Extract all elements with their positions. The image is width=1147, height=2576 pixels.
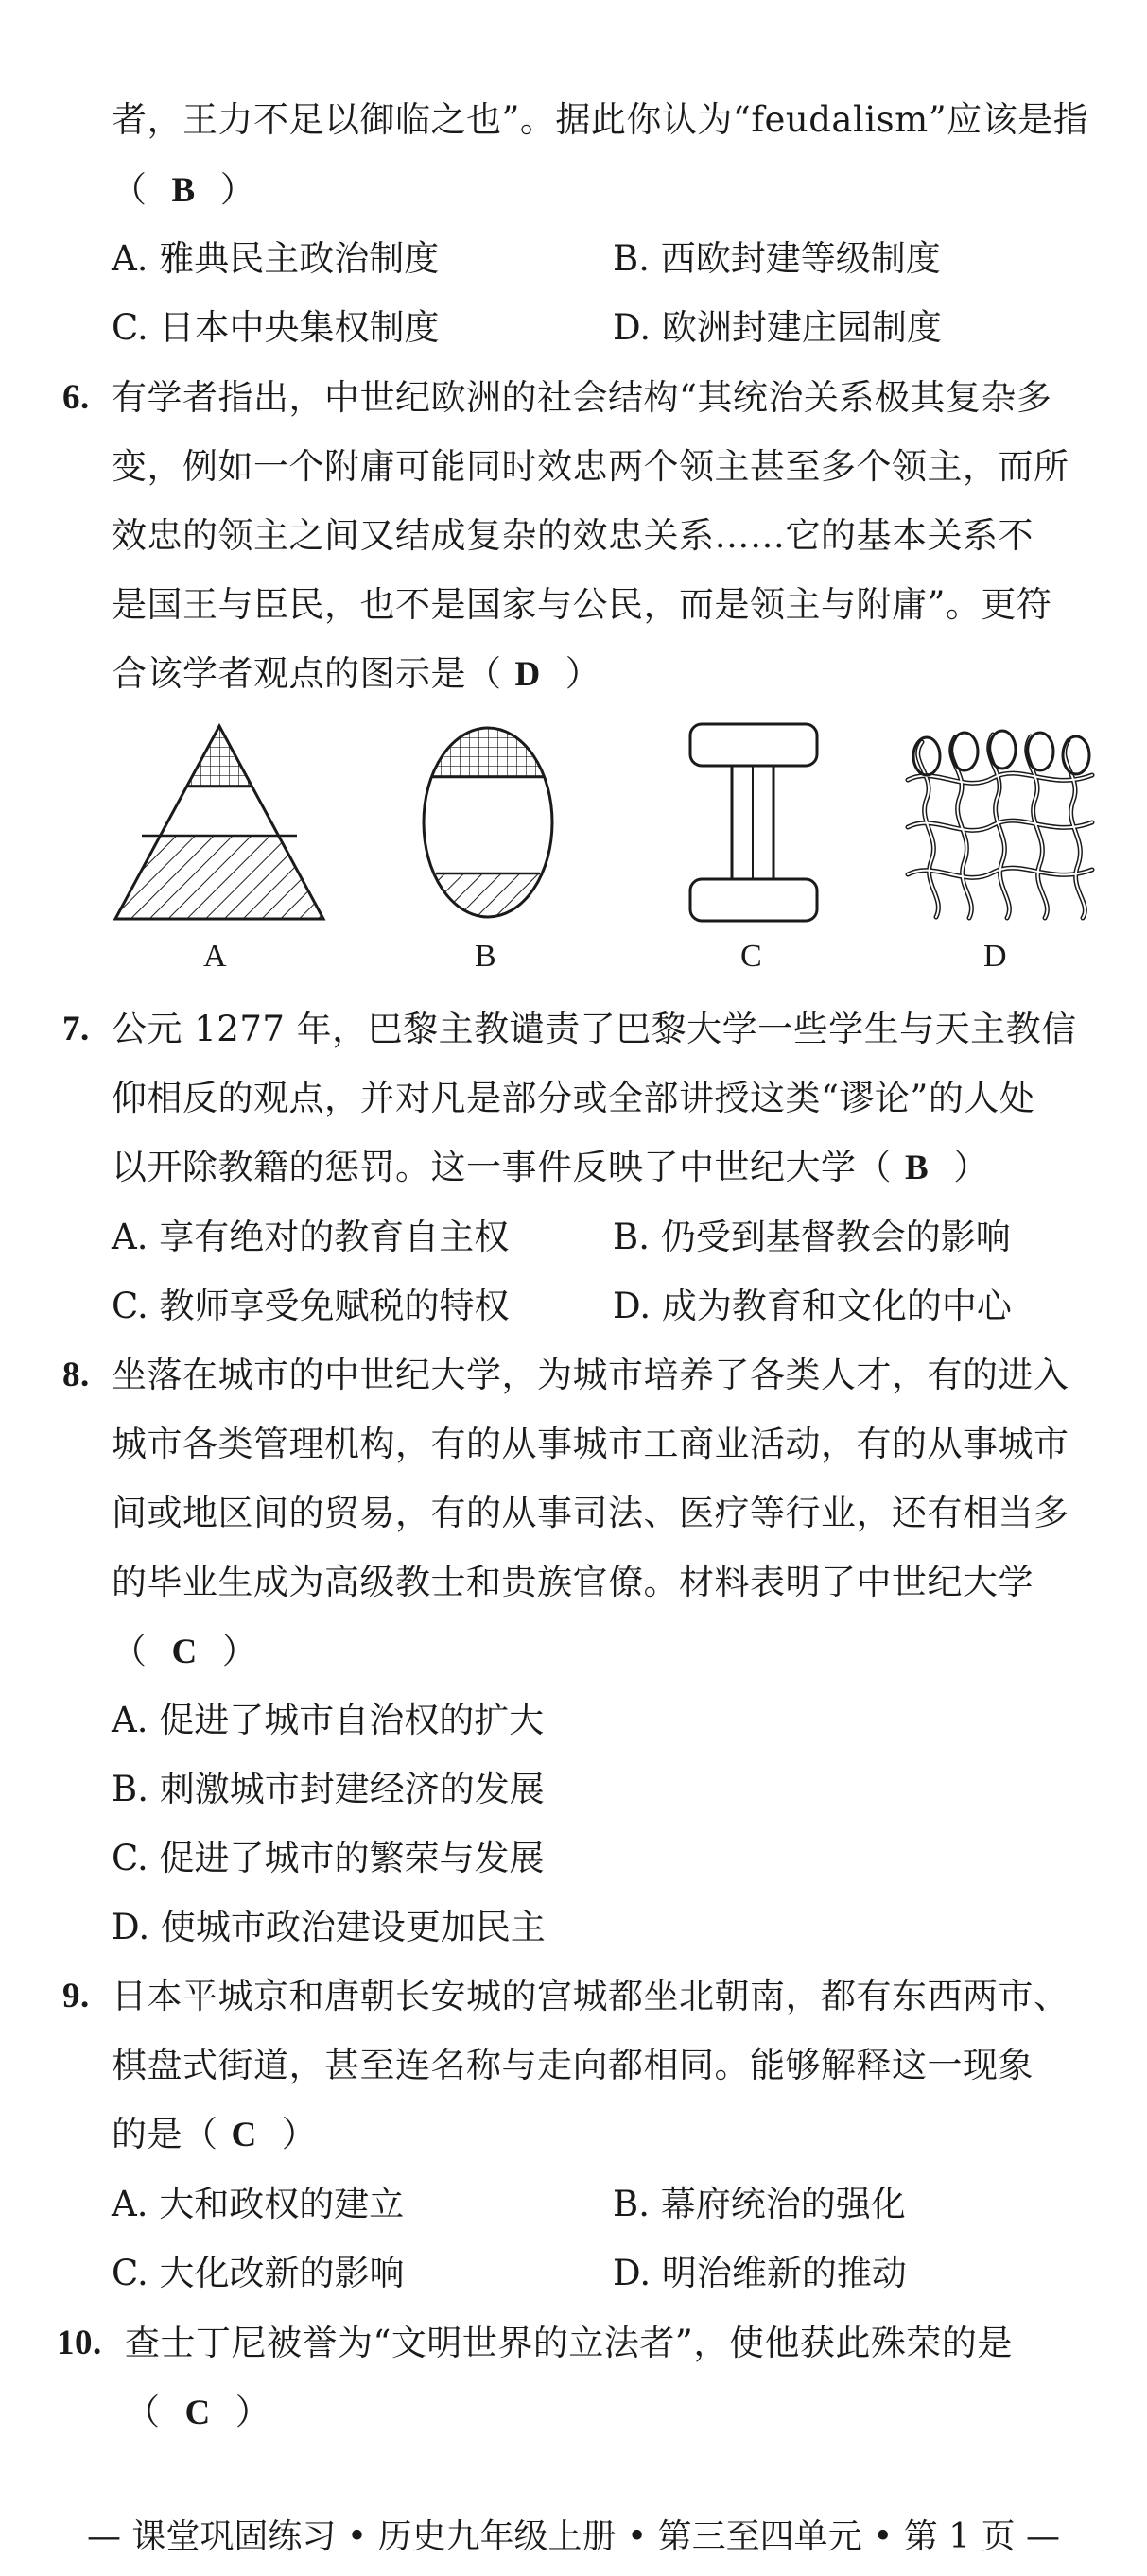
q9-text-line-1: 日本平城京和唐朝长安城的宫城都坐北朝南，都有东西两市、 — [112, 1976, 1069, 2016]
q8-option-c: C. 促进了城市的繁荣与发展 — [112, 1838, 545, 1878]
paren-close: ） — [565, 653, 601, 694]
q10-answer: C — [184, 2394, 211, 2432]
q8-option-b: B. 刺激城市封建经济的发展 — [112, 1769, 545, 1809]
q5-answer: B — [171, 171, 196, 210]
q7-option-c: C. 教师享受免赋税的特权 — [112, 1286, 510, 1326]
q8-option-d: D. 使城市政治建设更加民主 — [112, 1907, 546, 1947]
paren-open: （ — [112, 1631, 148, 1671]
q7-option-d: D. 成为教育和文化的中心 — [613, 1286, 1012, 1326]
q5-option-b: B. 西欧封建等级制度 — [613, 238, 941, 279]
paren-open: （ — [112, 169, 148, 210]
q6-text-line-4: 是国王与臣民，也不是国家与公民，而是领主与附庸”。更符 — [112, 584, 1052, 625]
q7-option-b: B. 仍受到基督教会的影响 — [613, 1217, 1011, 1257]
q9-option-d: D. 明治维新的推动 — [613, 2253, 907, 2293]
q10-answer-paren — [125, 2394, 270, 2430]
paren-close: ） — [953, 1147, 989, 1187]
q8-text-line-2: 城市各类管理机构，有的从事城市工商业活动，有的从事城市 — [112, 1424, 1069, 1464]
q7-text-line-3 — [112, 1147, 989, 1187]
figure-d-label: D — [983, 939, 1007, 974]
q7-line3-text: 以开除教籍的惩罚。这一事件反映了中世纪大学（ — [112, 1147, 892, 1187]
q8-number: 8. — [62, 1356, 90, 1394]
q6-text-line-1: 有学者指出，中世纪欧洲的社会结构“其统治关系极其复杂多 — [112, 377, 1052, 418]
q9-option-c: C. 大化改新的影响 — [112, 2253, 405, 2293]
q7-option-a: A. 享有绝对的教育自主权 — [112, 1217, 510, 1257]
paren-close: ） — [221, 1631, 258, 1671]
q7-text-line-1: 公元 1277 年，巴黎主教谴责了巴黎大学一些学生与天主教信 — [112, 1009, 1077, 1049]
q6-line5-text: 合该学者观点的图示是（ — [112, 653, 502, 694]
q7-text-line-2: 仰相反的观点，并对凡是部分或全部讲授这类“谬论”的人处 — [112, 1078, 1035, 1118]
q5-option-a: A. 雅典民主政治制度 — [112, 238, 440, 279]
figure-d-tangled-mesh-diagram — [898, 723, 1106, 924]
q6-text-line-3: 效忠的领主之间又结成复杂的效忠关系……它的基本关系不 — [112, 515, 1034, 556]
q8-answer: C — [171, 1633, 198, 1671]
q5-text-line-1: 者，王力不足以御临之也”。据此你认为“feudalism”应该是指 — [112, 99, 1089, 140]
q6-text-line-2: 变，例如一个附庸可能同时效忠两个领主甚至多个领主，而所 — [112, 446, 1069, 487]
figure-b-label: B — [475, 939, 496, 974]
q5-option-c: C. 日本中央集权制度 — [112, 307, 440, 348]
q9-text-line-3 — [112, 2114, 318, 2154]
q5-option-d: D. 欧洲封建庄园制度 — [613, 307, 942, 348]
q7-number: 7. — [62, 1010, 90, 1048]
q8-answer-paren — [112, 1631, 258, 1671]
q9-option-b: B. 幕府统治的强化 — [613, 2184, 906, 2224]
q8-text-line-4: 的毕业生成为高级教士和贵族官僚。材料表明了中世纪大学 — [112, 1562, 1034, 1602]
q6-number: 6. — [62, 378, 90, 417]
q9-number: 9. — [62, 1977, 90, 2015]
page-footer: — 课堂巩固练习 • 历史九年级上册 • 第三至四单元 • 第 1 页 — — [86, 2517, 1061, 2556]
q9-text-line-2: 棋盘式街道，甚至连名称与走向都相同。能够解释这一现象 — [112, 2045, 1034, 2085]
q9-option-a: A. 大和政权的建立 — [112, 2184, 405, 2224]
q8-option-a: A. 促进了城市自治权的扩大 — [112, 1700, 545, 1740]
paren-close: ） — [219, 169, 256, 210]
figure-a-label: A — [203, 939, 227, 974]
q5-answer-paren — [112, 169, 256, 210]
paren-close: ） — [235, 2392, 271, 2432]
figure-b-oval-diagram — [412, 718, 564, 926]
figure-a-pyramid-diagram — [106, 718, 333, 926]
q10-number: 10. — [57, 2324, 102, 2362]
q9-answer: C — [231, 2116, 257, 2154]
q8-text-line-1: 坐落在城市的中世纪大学，为城市培养了各类人才，有的进入 — [112, 1355, 1069, 1395]
paren-open: （ — [125, 2392, 161, 2432]
figure-c-dumbbell-diagram — [683, 720, 825, 925]
q6-text-line-5 — [112, 653, 601, 694]
figure-c-label: C — [740, 939, 762, 974]
paren-close: ） — [281, 2114, 318, 2154]
q10-text-line-1: 查士丁尼被誉为“文明世界的立法者”，使他获此殊荣的是 — [125, 2323, 1013, 2363]
q8-text-line-3: 间或地区间的贸易，有的从事司法、医疗等行业，还有相当多 — [112, 1493, 1069, 1533]
q7-answer: B — [905, 1149, 930, 1187]
q6-answer: D — [514, 655, 541, 694]
q9-line3-text: 的是（ — [112, 2114, 218, 2154]
